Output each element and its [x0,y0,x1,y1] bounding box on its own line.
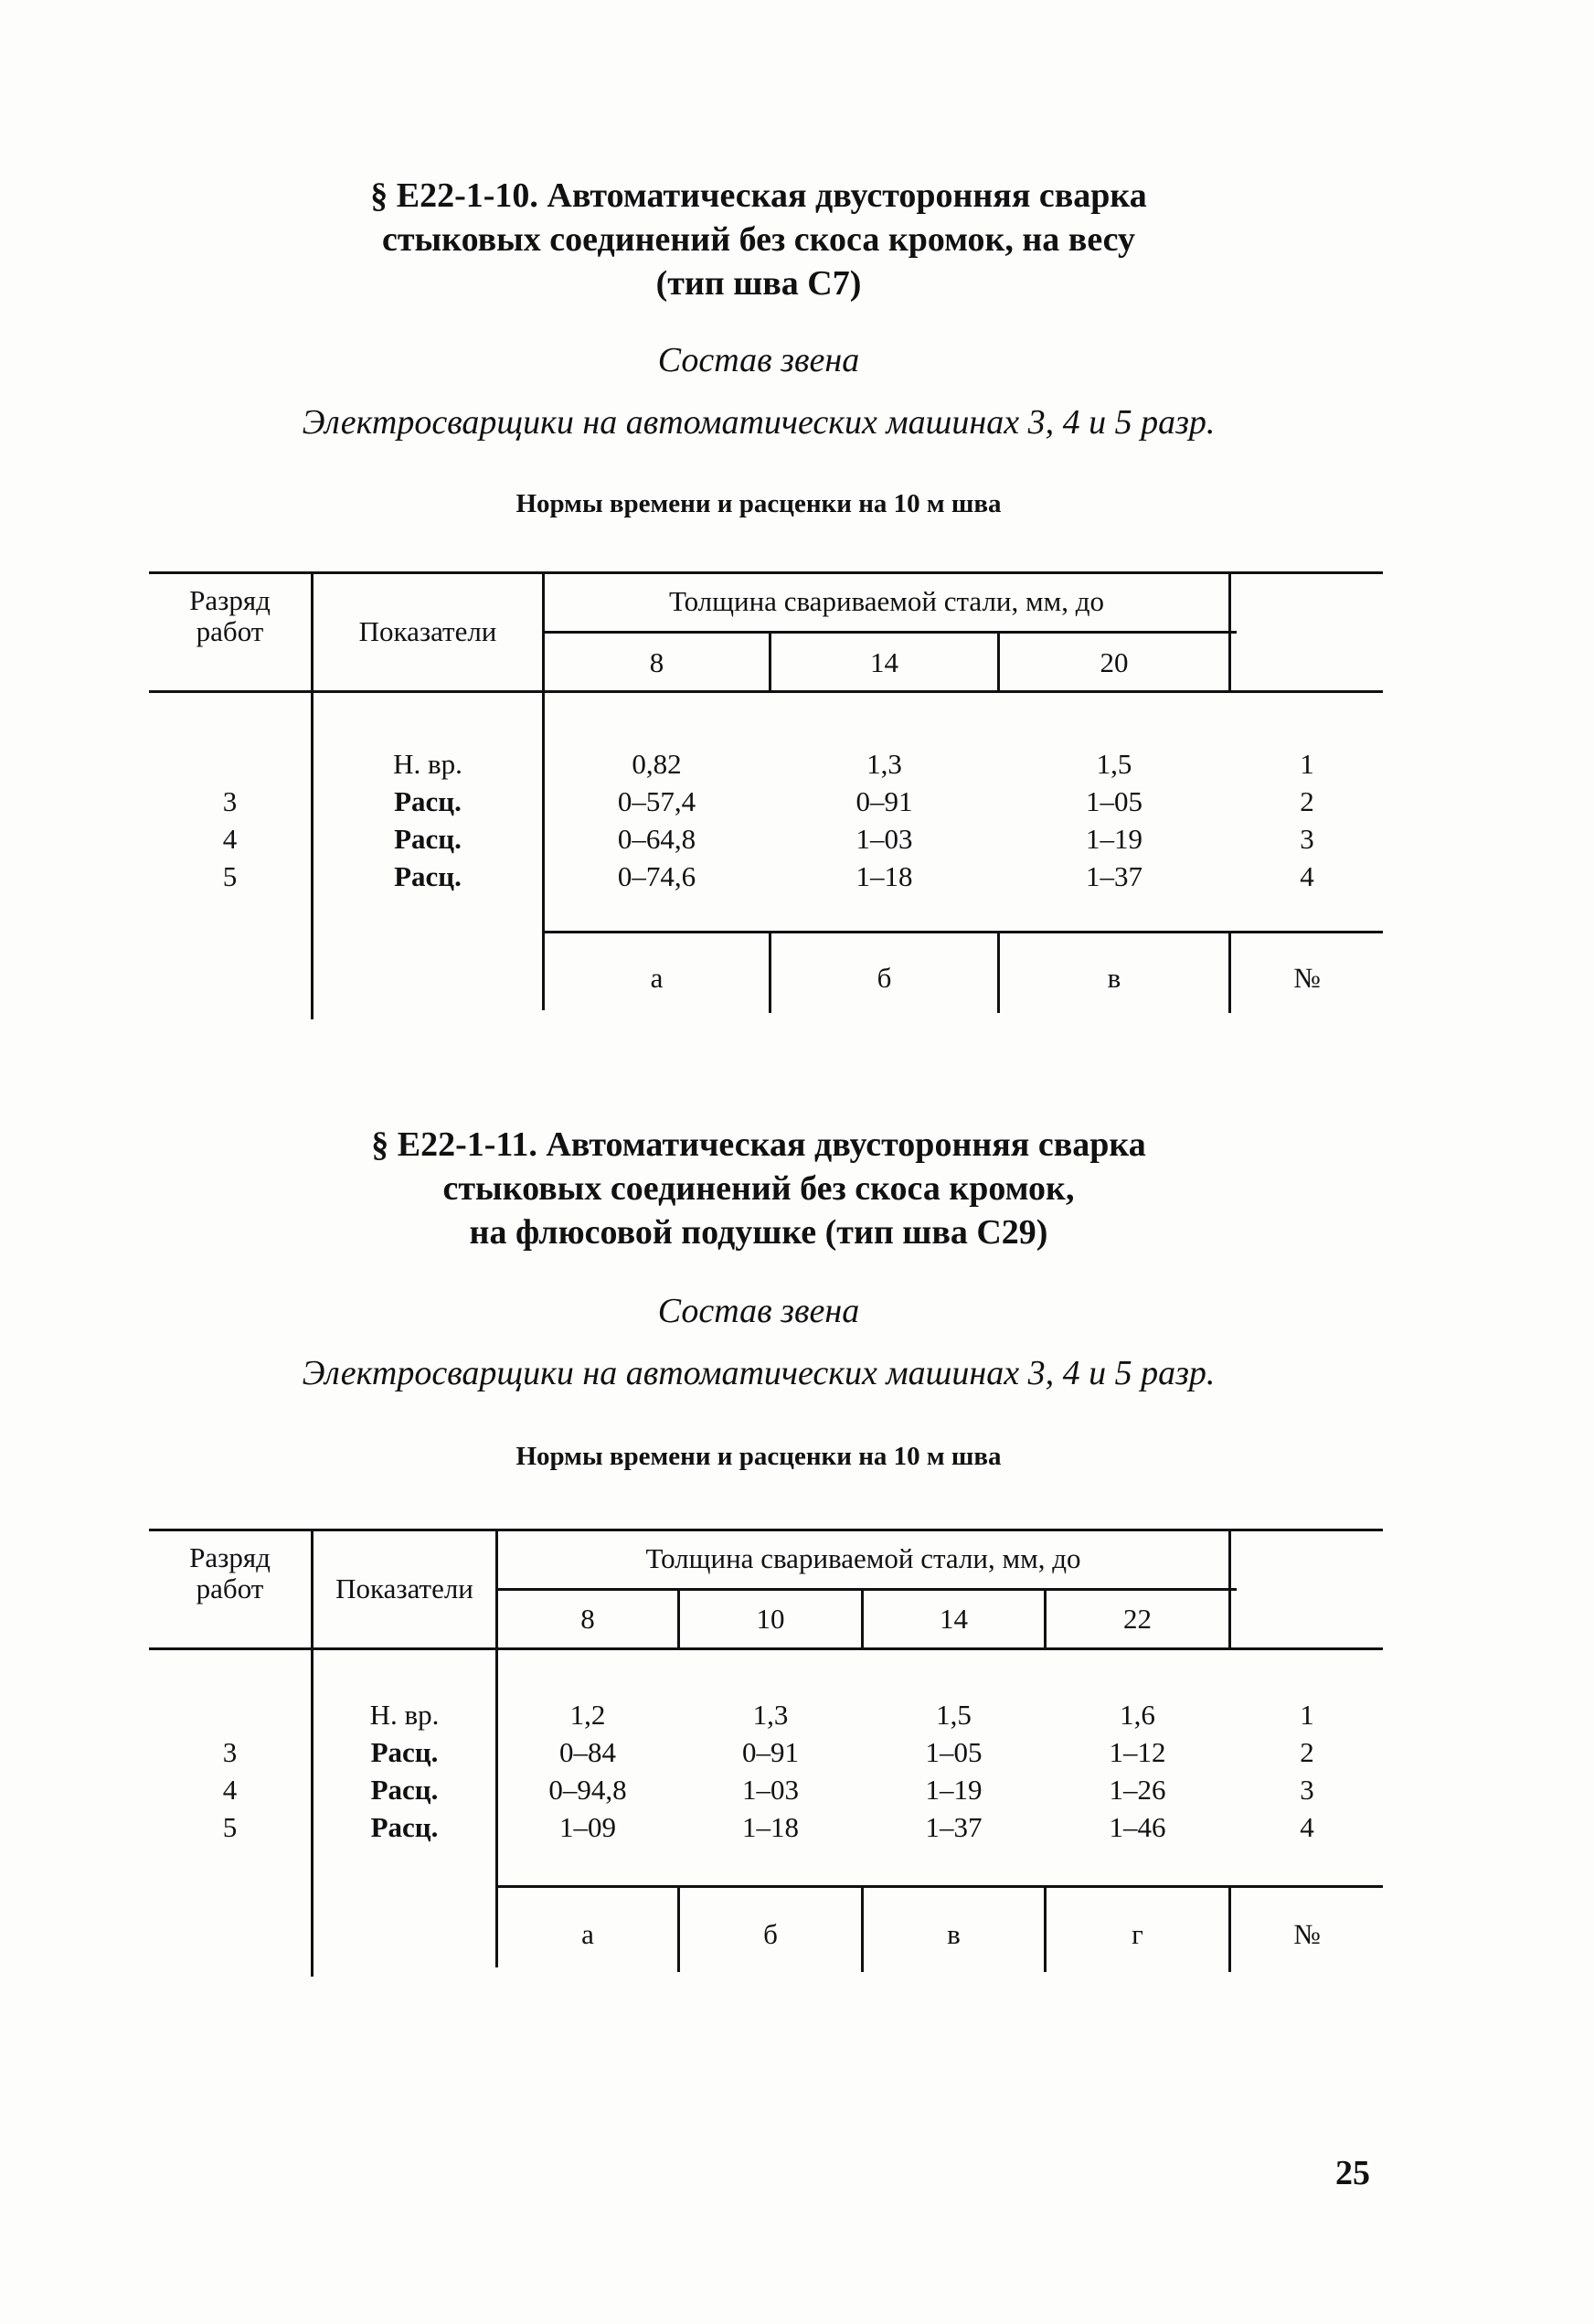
table-rule [149,1647,1383,1650]
rank-header: Разряд работ [189,584,271,647]
column-letter: б [763,1918,778,1950]
title-line: § Е22-1-10. Автоматическая двусторонняя сварка [370,176,1147,215]
column-letter: г [1132,1918,1143,1950]
title-line: на флюсовой подушке (тип шва С29) [469,1213,1048,1252]
thickness-value: 10 [756,1603,785,1635]
indicator-header: Показатели [335,1572,473,1604]
table-rule [149,1529,1383,1531]
title-line: § Е22-1-11. Автоматическая двусторонняя сварка [371,1125,1146,1164]
thickness-header: Толщина свариваемой стали, мм, до [668,585,1105,617]
table-rule [495,1588,1237,1591]
table-rule [495,1885,1383,1888]
indicator-column: Н. вр. Расц. Расц. Расц. [369,1699,440,1843]
value-column: 1,5 1–05 1–19 1–37 [925,1699,983,1843]
value-column: 1,2 0–84 0–94,8 1–09 [548,1699,627,1843]
thickness-value: 14 [870,646,898,678]
crew-heading: Состав звена [657,1292,860,1330]
table-rule [149,571,1383,574]
crew-composition: Электросварщики на автоматических машинах 3, 4 и 5 разр. [302,1354,1216,1392]
rank-column: 3 4 5 [222,1736,238,1843]
value-column: 1,6 1–12 1–26 1–46 [1109,1699,1166,1843]
crew-composition: Электросварщики на автоматических машинах 3, 4 и 5 разр. [302,403,1216,442]
value-column: 1,5 1–05 1–19 1–37 [1086,748,1142,892]
row-number-column: 1 2 3 4 [1300,1699,1314,1843]
table-rule [542,931,1383,933]
thickness-value: 8 [649,646,664,678]
page-number: 25 [1335,2154,1370,2192]
thickness-value: 14 [940,1603,968,1635]
table-caption: Нормы времени и расценки на 10 м шва [515,489,1002,518]
value-column: 1,3 0–91 1–03 1–18 [855,748,913,892]
value-column: 1,3 0–91 1–03 1–18 [742,1699,799,1843]
thickness-value: 22 [1123,1603,1152,1635]
column-letter: а [650,962,664,994]
column-letter: в [1107,962,1121,994]
crew-heading: Состав звена [657,341,860,379]
column-letter: а [581,1918,594,1950]
column-letter: в [947,1918,961,1950]
rank-header: Разряд работ [189,1541,271,1604]
title-line: (тип шва С7) [655,264,862,303]
row-number-column: 1 2 3 4 [1300,748,1314,892]
title-line: стыковых соединений без скоса кромок, [442,1169,1075,1208]
title-line: стыковых соединений без скоса кромок, на весу [381,220,1136,259]
number-sign: № [1293,1918,1321,1950]
section-title [0,1123,1517,1254]
table-caption: Нормы времени и расценки на 10 м шва [515,1442,1002,1471]
thickness-header: Толщина свариваемой стали, мм, до [645,1542,1081,1574]
table-rule [1228,571,1231,690]
table-rule [149,690,1383,693]
table-rule [542,631,1237,634]
table-rule [1228,1529,1231,1647]
rank-column: 3 4 5 [222,785,238,892]
indicator-header: Показатели [358,615,497,647]
thickness-value: 20 [1100,646,1129,678]
section-title [0,174,1517,305]
thickness-value: 8 [580,1603,595,1635]
number-sign: № [1293,962,1321,994]
column-letter: б [877,962,892,994]
indicator-column: Н. вр. Расц. Расц. Расц. [393,748,462,892]
value-column: 0,82 0–57,4 0–64,8 0–74,6 [617,748,696,892]
